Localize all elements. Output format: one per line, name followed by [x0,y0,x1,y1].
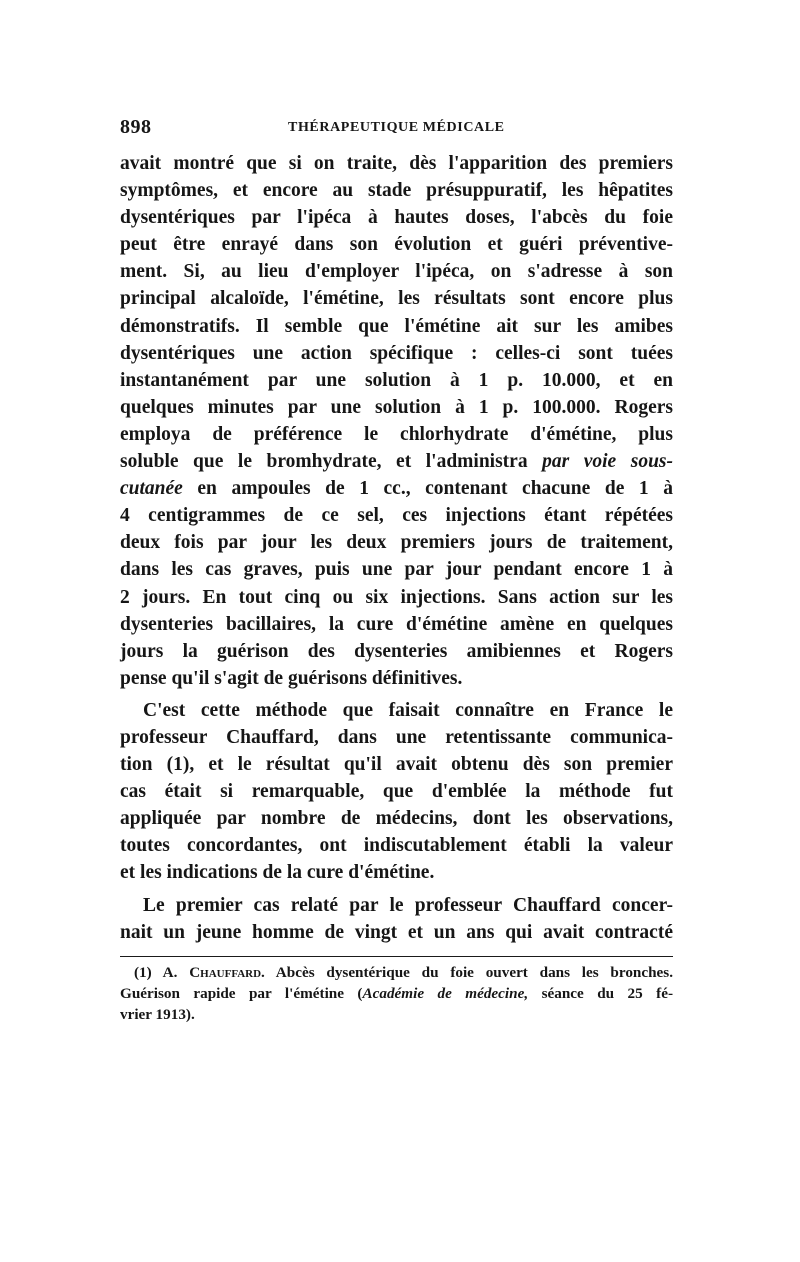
page-number: 898 [120,116,152,138]
text-segment: en ampoules de 1 cc., contenant chacune de 1 à [197,478,673,500]
footnote-rule [120,956,673,957]
footnote-journal: Académie de médecine, [362,985,529,1002]
text-line: principal alcaloïde, l'émétine, les résultats sont encore plus [120,288,673,310]
text-line: instantanément par une solution à 1 p. 10.000, et en [120,369,673,391]
text-line-mixed [120,448,673,475]
footnote-line: vrier 1913). [120,1006,195,1023]
text-line: quelques minutes par une solution à 1 p. 100.000. Rogers [120,396,673,418]
footnote-marker: (1) [134,964,152,981]
text-line: tion (1), et le résultat qu'il avait obtenu dès son premier [120,754,673,776]
text-line: cas était si remarquable, que d'emblée la méthode fut [120,781,673,803]
text-segment: soluble que le bromhydrate, et l'administra [120,451,528,473]
text-line: avait montré que si on traite, dès l'apparition des premiers [120,153,673,174]
italic-phrase: cutanée [120,478,183,500]
text-line: 2 jours. En tout cinq ou six injections. Sans action sur les [120,586,673,608]
text-line: deux fois par jour les deux premiers jours de traitement, [120,532,673,554]
text-line: ment. Si, au lieu d'employer l'ipéca, on s'adresse à son [120,261,673,283]
footnote-line [120,983,673,1004]
footnote-text: séance du 25 fé- [541,985,674,1002]
footnote-line [120,962,673,983]
text-line: dysentériques une action spécifique : celles-ci sont tuées [120,342,673,364]
text-line: C'est cette méthode que faisait connaître en France le [143,699,673,721]
text-line: appliquée par nombre de médecins, dont les observations, [120,808,673,830]
footnote-text: Guérison rapide par l'émétine ( [120,985,363,1002]
text-line: pense qu'il s'agit de guérisons définitives. [120,667,463,689]
footnote-initial: A. [162,964,178,981]
text-line: et les indications de la cure d'émétine. [120,862,435,884]
text-line-mixed [120,475,673,502]
text-line: 4 centigrammes de ce sel, ces injections étant répétées [120,505,673,527]
footnotes [120,962,673,1025]
text-line: dysenteries bacillaires, la cure d'émétine amène en quelques [120,613,673,635]
text-line: peut être enrayé dans son évolution et guéri préventive- [120,234,673,256]
italic-phrase: par voie sous- [542,451,673,473]
text-line: dysentériques par l'ipéca à hautes doses, l'abcès du foie [120,207,673,229]
footnote-text: Abcès dysentérique du foie ouvert dans les bronches. [275,964,674,981]
text-line: Le premier cas relaté par le professeur Chauffard concer- [143,894,673,916]
text-line: nait un jeune homme de vingt et un ans qui avait contracté [120,921,673,943]
body-text [120,150,673,946]
text-line: symptômes, et encore au stade présuppuratif, les hêpatites [120,180,673,202]
running-head [120,116,673,140]
text-line: dans les cas graves, puis une par jour pendant encore 1 à [120,559,673,581]
text-line: professeur Chauffard, dans une retentissante communica- [120,726,673,748]
text-line: jours la guérison des dysenteries amibiennes et Rogers [120,640,673,662]
footnote-author: Chauffard. [189,964,265,981]
text-line: employa de préférence le chlorhydrate d'émétine, plus [120,423,673,445]
text-line: démonstratifs. Il semble que l'émétine ait sur les amibes [120,315,673,337]
text-line: toutes concordantes, ont indiscutablement établi la valeur [120,835,673,857]
running-title: THÉRAPEUTIQUE MÉDICALE [288,120,505,135]
